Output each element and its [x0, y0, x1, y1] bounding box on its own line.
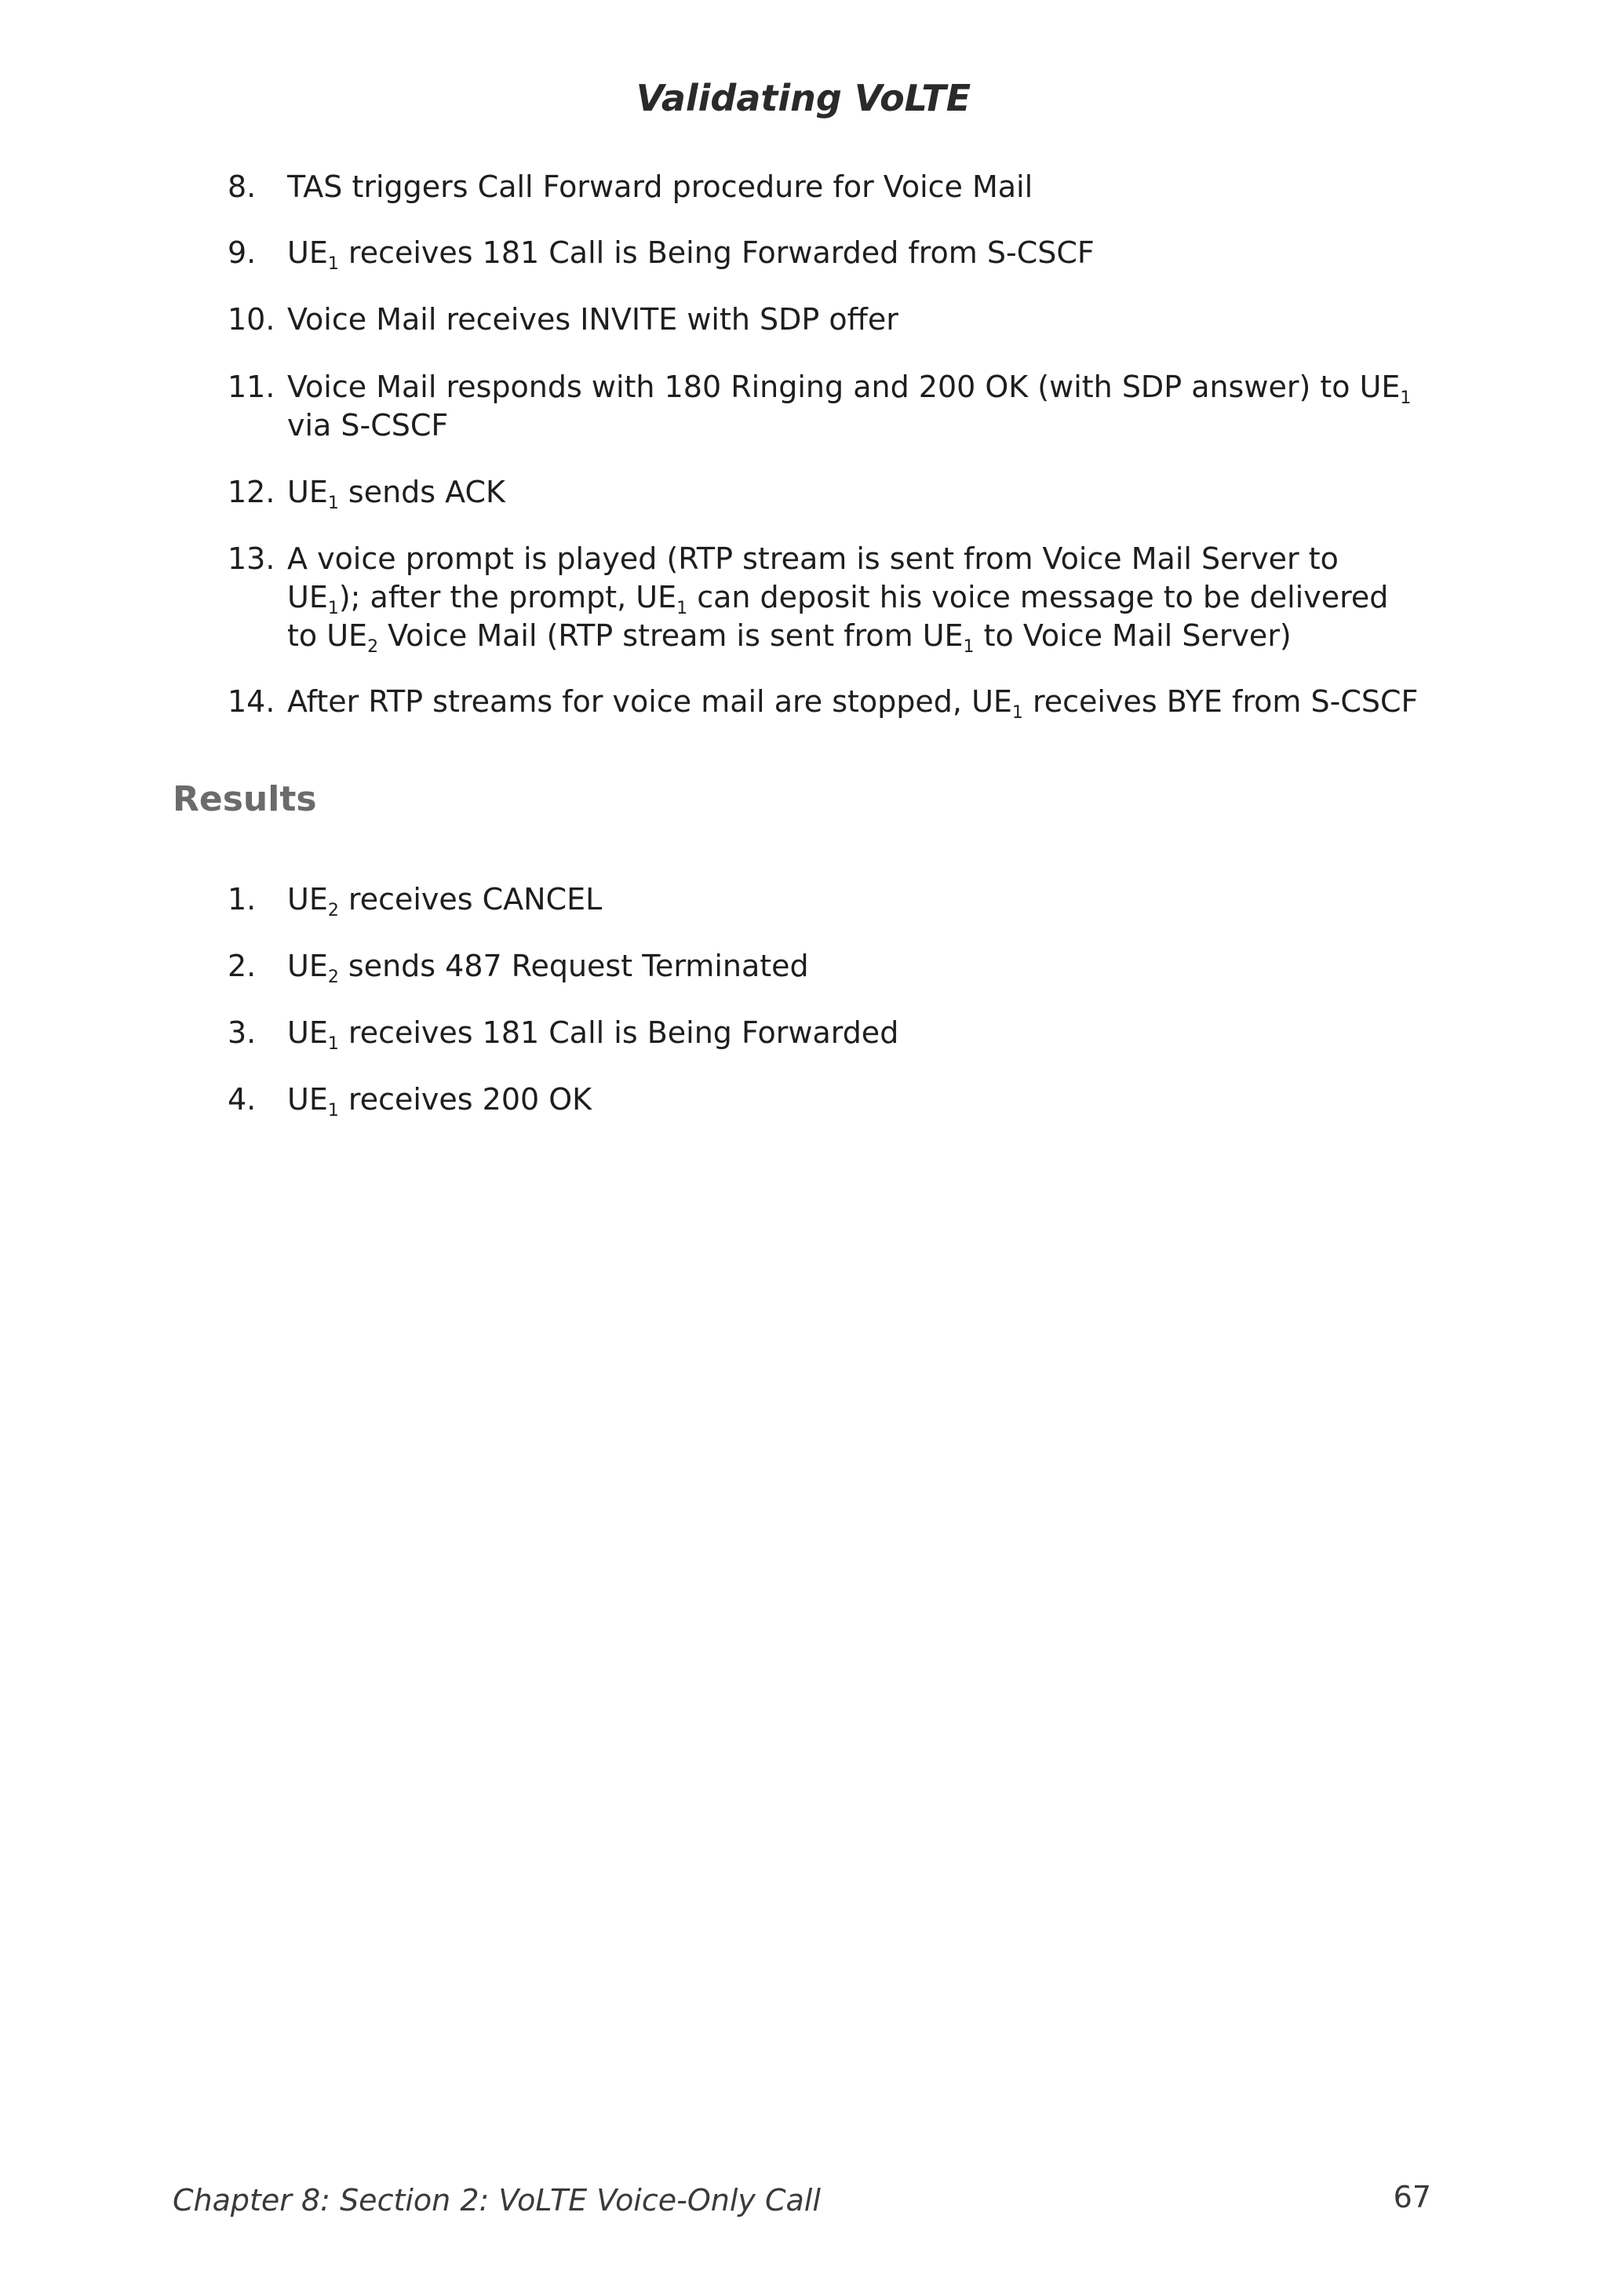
list-item	[228, 1014, 1420, 1052]
list-item-number: 2.	[228, 949, 257, 983]
list-item-text: $UE_2$ receives CANCEL	[287, 882, 603, 920]
list-item-number: 8.	[228, 169, 257, 204]
subscript: 1	[963, 637, 975, 657]
list-item	[228, 473, 1420, 512]
list-item	[228, 880, 1420, 919]
list-item	[228, 301, 1420, 339]
page-number: 67	[1393, 2180, 1431, 2214]
list-item	[228, 168, 1420, 206]
list-item	[228, 368, 1420, 445]
list-item-number: 14.	[228, 684, 275, 719]
list-item-text: $UE_1$ receives 181 Call is Being Forwarded from S-CSCF	[287, 235, 1095, 274]
list-item	[228, 1081, 1420, 1119]
list-item-number: 3.	[228, 1015, 257, 1050]
list-item	[228, 234, 1420, 272]
subscript: 1	[327, 599, 339, 618]
list-item-number: 13.	[228, 541, 275, 576]
list-item-number: 9.	[228, 235, 257, 270]
subscript: 1	[1400, 388, 1412, 408]
list-item-number: 1.	[228, 882, 257, 917]
list-item	[228, 683, 1420, 721]
list-item-text: TAS triggers Call Forward procedure for Voice Mail	[287, 169, 1033, 204]
list-item-text: $UE_1$ sends ACK	[287, 475, 505, 513]
subscript: 1	[327, 1101, 339, 1121]
subscript: 2	[327, 968, 339, 987]
list-item	[228, 540, 1420, 655]
subscript: 1	[327, 494, 339, 513]
list-item-text: $UE_2$ sends 487 Request Terminated	[287, 949, 809, 987]
subscript: 1	[676, 599, 688, 618]
list-item-text: $UE_1$ receives 200 OK	[287, 1082, 592, 1121]
subscript: 1	[327, 1034, 339, 1054]
subscript: 1	[327, 254, 339, 274]
list-item-text: After RTP streams for voice mail are stopped, $UE_1$ receives BYE from S-CSCF	[287, 684, 1419, 723]
list-item-text: A voice prompt is played (RTP stream is sent from Voice Mail Server to $UE_1$); after the prompt, $UE_1$ can deposit his voice message to be delivered to $UE_2$ Voice Mail (RTP stream is sent from $UE_1$ to Voice Mail Server)	[287, 541, 1389, 657]
results-heading: Results	[173, 779, 317, 819]
list-item-number: 12.	[228, 475, 275, 509]
subscript: 1	[1011, 703, 1023, 723]
list-item	[228, 947, 1420, 986]
subscript: 2	[367, 637, 379, 657]
list-item-text: Voice Mail receives INVITE with SDP offer	[287, 302, 898, 337]
list-item-number: 11.	[228, 370, 275, 404]
list-item-text: Voice Mail responds with 180 Ringing and 200 OK (with SDP answer) to $UE_1$ via S-CSCF	[287, 370, 1412, 443]
subscript: 2	[327, 901, 339, 920]
list-item-text: $UE_1$ receives 181 Call is Being Forwarded	[287, 1015, 899, 1054]
list-item-number: 10.	[228, 302, 275, 337]
list-item-number: 4.	[228, 1082, 257, 1117]
page-header-title: Validating VoLTE	[636, 77, 971, 119]
footer-chapter-title: Chapter 8: Section 2: VoLTE Voice-Only Call	[173, 2183, 821, 2218]
